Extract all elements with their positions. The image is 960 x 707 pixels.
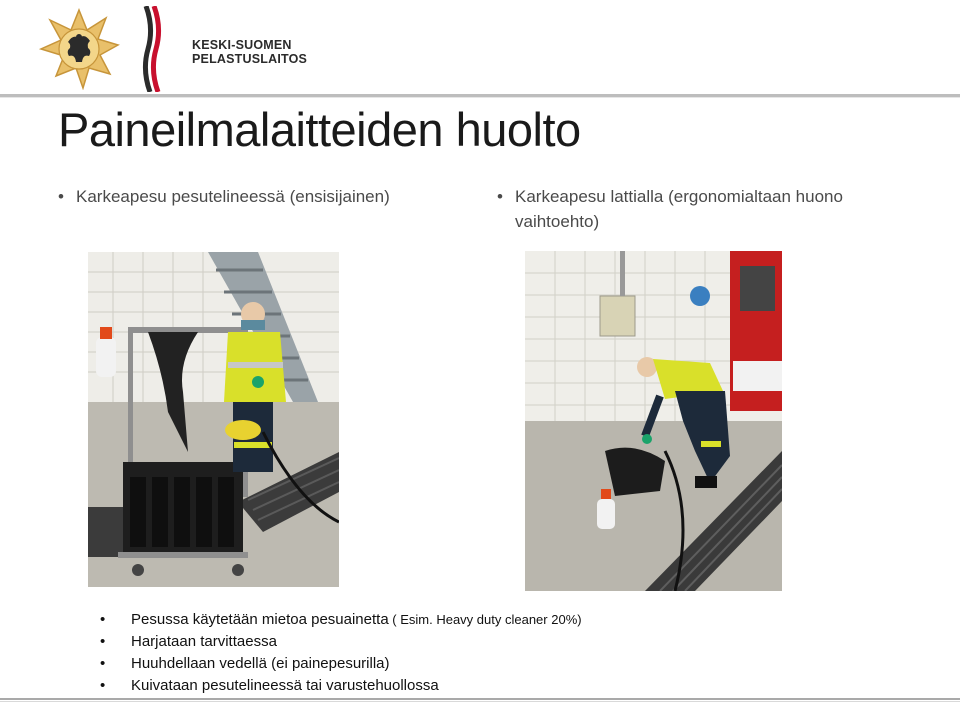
list-item [100,631,920,653]
slide-header [0,0,960,96]
photo-washing-rack [88,252,339,587]
header-divider-shadow [0,97,960,98]
list-item-text: Harjataan tarvittaessa [131,633,277,650]
organization-name [192,38,307,66]
org-name-line1: KESKI-SUOMEN [192,38,292,52]
left-column-bullet [58,184,478,209]
bullet-marker: • [497,187,503,206]
footer-divider-shadow [0,701,960,702]
list-item-text: Huuhdellaan vedellä (ei painepesurilla) [131,655,390,672]
bullet-marker: • [100,655,106,672]
photo-floor-washing-image [525,251,782,591]
bullet-marker: • [100,677,106,694]
bullet-marker: • [58,187,64,206]
list-item-note: ( Esim. Heavy duty cleaner 20%) [388,612,582,627]
bullet-marker: • [100,611,106,628]
list-item [100,675,920,697]
cleaning-steps-list [100,609,920,697]
list-item [100,609,920,631]
bullet-marker: • [100,633,106,650]
photo-washing-rack-image [88,252,339,587]
list-item [100,653,920,675]
slide-title: Paineilmalaitteiden huolto [58,103,581,156]
brand-stripes-icon [142,6,164,92]
left-column-bullet-text: Karkeapesu pesutelineessä (ensisijainen) [76,187,390,206]
rescue-department-star-emblem-icon [38,8,120,90]
list-item-text: Pesussa käytetään mietoa pesuainetta [131,611,389,628]
right-column-bullet-text: Karkeapesu lattialla (ergonomialtaan huono vaihtoehto) [515,187,843,231]
footer-divider [0,698,960,700]
photo-floor-washing [525,251,782,591]
org-name-line2: PELASTUSLAITOS [192,52,308,66]
right-column-bullet [497,184,927,234]
list-item-text: Kuivataan pesutelineessä tai varustehuollossa [131,677,439,694]
